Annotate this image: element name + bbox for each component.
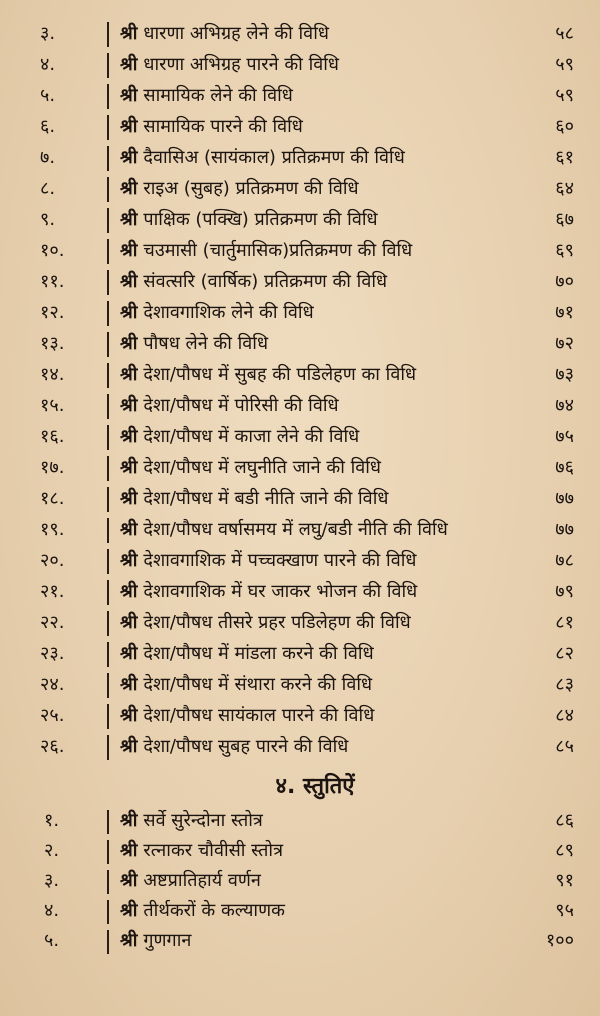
toc-row-title-text: देशावगाशिक लेने की विधि: [143, 302, 314, 323]
toc-row: [0, 235, 600, 266]
toc-row-title-text: देशा/पौषध तीसरे प्रहर पडिलेहण की विधि: [143, 612, 411, 633]
toc-row-title-text: देशा/पौषध वर्षासमय में लघु/बडी नीति की विधि: [143, 519, 448, 540]
toc-row-number: १७.: [40, 457, 65, 478]
toc-row-page-number: ८३: [555, 674, 574, 695]
toc-row-number: ८.: [40, 178, 56, 199]
toc-row-title: [120, 669, 540, 700]
toc-row-title-text: देशावगाशिक में पच्चक्खाण पारने की विधि: [143, 550, 417, 571]
toc-row-honorific: श्री: [120, 209, 138, 230]
toc-row-title-text: देशा/पौषध सायंकाल पारने की विधि: [143, 705, 375, 726]
column-divider: [107, 53, 109, 78]
toc-row-honorific: श्री: [120, 302, 138, 323]
toc-row-title: [120, 18, 540, 49]
toc-row: [0, 607, 600, 638]
toc-row-honorific: श्री: [120, 900, 138, 921]
toc-row-honorific: श्री: [120, 643, 138, 664]
toc-row-title: [120, 638, 540, 669]
toc-row-number: १९.: [40, 519, 65, 540]
toc-row-number: ६.: [40, 116, 56, 137]
toc-row-title: [120, 806, 540, 836]
toc-row: [0, 111, 600, 142]
toc-row-honorific: श्री: [120, 271, 138, 292]
toc-row: [0, 266, 600, 297]
toc-row-title-text: देशावगाशिक में घर जाकर भोजन की विधि: [143, 581, 418, 602]
toc-row-page-number: ७१: [555, 302, 574, 323]
toc-row-number: ४.: [40, 54, 56, 75]
toc-row-title-text: देशा/पौषध सुबह पारने की विधि: [143, 736, 349, 757]
toc-row-page-number: ६७: [555, 209, 574, 230]
column-divider: [107, 456, 109, 481]
toc-row-page-number: ८६: [555, 810, 574, 831]
toc-row-title: [120, 390, 540, 421]
toc-row-title: [120, 266, 540, 297]
toc-row-honorific: श्री: [120, 364, 138, 385]
toc-row-title-text: सामायिक पारने की विधि: [143, 116, 303, 137]
toc-row-title-text: देशा/पौषध में बडी नीति जाने की विधि: [143, 488, 389, 509]
column-divider: [107, 810, 109, 834]
toc-row-title-text: संवत्सरि (वार्षिक) प्रतिक्रमण की विधि: [143, 271, 388, 292]
toc-row-title: [120, 866, 540, 896]
toc-row-honorific: श्री: [120, 674, 138, 695]
toc-row: [0, 700, 600, 731]
toc-row-honorific: श्री: [120, 581, 138, 602]
toc-row-page-number: ७८: [555, 550, 574, 571]
toc-row-page-number: ६०: [555, 116, 574, 137]
column-divider: [107, 870, 109, 894]
toc-row-title: [120, 359, 540, 390]
toc-row-title-text: सर्वे सुरेन्दोना स्तोत्र: [143, 810, 263, 831]
toc-row: [0, 926, 600, 956]
toc-row-honorific: श्री: [120, 395, 138, 416]
toc-row-page-number: ६९: [555, 240, 574, 261]
toc-row-title-text: धारणा अभिग्रह पारने की विधि: [143, 54, 339, 75]
toc-row: [0, 836, 600, 866]
toc-row-title: [120, 111, 540, 142]
toc-row-title-text: धारणा अभिग्रह लेने की विधि: [143, 23, 329, 44]
column-divider: [107, 363, 109, 388]
toc-row-title-text: पाक्षिक (पक्खि) प्रतिक्रमण की विधि: [143, 209, 378, 230]
toc-row-title: [120, 421, 540, 452]
toc-row-page-number: ७४: [555, 395, 574, 416]
toc-row: [0, 80, 600, 111]
toc-row-title: [120, 896, 540, 926]
toc-row-title: [120, 204, 540, 235]
toc-row-page-number: १००: [545, 930, 574, 951]
toc-row-number: ३.: [40, 23, 56, 44]
column-divider: [107, 735, 109, 760]
toc-row-title: [120, 731, 540, 762]
toc-row-honorific: श्री: [120, 147, 138, 168]
toc-row-page-number: ८४: [555, 705, 574, 726]
toc-row-page-number: ५९: [555, 85, 574, 106]
toc-row-page-number: ७०: [555, 271, 574, 292]
toc-row-number: ११.: [40, 271, 65, 292]
toc-row-number: १५.: [40, 395, 65, 416]
toc-row: [0, 545, 600, 576]
toc-row-number: १४.: [40, 364, 65, 385]
toc-row-page-number: ७७: [555, 519, 574, 540]
toc-row-page-number: ७७: [555, 488, 574, 509]
toc-row-number: १.: [44, 810, 60, 831]
toc-row-title-text: पौषध लेने की विधि: [143, 333, 269, 354]
toc-row-title-text: देशा/पौषध में पोरिसी की विधि: [143, 395, 339, 416]
toc-row-title-text: अष्टप्रातिहार्य वर्णन: [143, 870, 261, 891]
toc-row-number: २१.: [40, 581, 65, 602]
toc-row: [0, 483, 600, 514]
toc-row-number: २६.: [40, 736, 65, 757]
column-divider: [107, 611, 109, 636]
toc-row-honorific: श्री: [120, 240, 138, 261]
toc-row-number: ५.: [40, 85, 56, 106]
toc-row-page-number: ७९: [555, 581, 574, 602]
toc-row-title-text: राइअ (सुबह) प्रतिक्रमण की विधि: [143, 178, 359, 199]
toc-row-page-number: ८५: [555, 736, 574, 757]
toc-row-title: [120, 49, 540, 80]
toc-row-honorific: श्री: [120, 426, 138, 447]
toc-row: [0, 669, 600, 700]
column-divider: [107, 22, 109, 47]
toc-row-number: २३.: [40, 643, 65, 664]
toc-row-title-text: सामायिक लेने की विधि: [143, 85, 293, 106]
column-divider: [107, 425, 109, 450]
column-divider: [107, 580, 109, 605]
toc-row-honorific: श्री: [120, 550, 138, 571]
toc-row-number: ४.: [44, 900, 60, 921]
toc-row: [0, 328, 600, 359]
toc-row-number: २.: [44, 840, 60, 861]
toc-row-title-text: रत्नाकर चौवीसी स्तोत्र: [143, 840, 284, 861]
toc-row: [0, 896, 600, 926]
toc-row-page-number: ८२: [555, 643, 574, 664]
toc-row-number: १६.: [40, 426, 65, 447]
toc-row: [0, 576, 600, 607]
toc-row-honorific: श्री: [120, 457, 138, 478]
column-divider: [107, 394, 109, 419]
toc-row-honorific: श्री: [120, 23, 138, 44]
toc-row-page-number: ८१: [555, 612, 574, 633]
toc-row-title: [120, 926, 540, 956]
toc-row: [0, 638, 600, 669]
column-divider: [107, 840, 109, 864]
toc-row-title-text: देशा/पौषध में लघुनीति जाने की विधि: [143, 457, 381, 478]
toc-row: [0, 49, 600, 80]
toc-row-honorific: श्री: [120, 116, 138, 137]
toc-row-honorific: श्री: [120, 54, 138, 75]
toc-row: [0, 142, 600, 173]
column-divider: [107, 518, 109, 543]
toc-row-title: [120, 235, 540, 266]
column-divider: [107, 332, 109, 357]
toc-row-title: [120, 483, 540, 514]
column-divider: [107, 208, 109, 233]
toc-row-page-number: ६४: [555, 178, 574, 199]
toc-row-number: १२.: [40, 302, 65, 323]
toc-row-number: २५.: [40, 705, 65, 726]
toc-row-title-text: देशा/पौषध में सुबह की पडिलेहण का विधि: [143, 364, 417, 385]
toc-row-number: ९.: [40, 209, 56, 230]
table-of-contents: [0, 18, 600, 956]
column-divider: [107, 301, 109, 326]
toc-row-page-number: ७३: [555, 364, 574, 385]
toc-row-number: ७.: [40, 147, 56, 168]
toc-row-title-text: तीर्थकरों के कल्याणक: [143, 900, 285, 921]
toc-row-honorific: श्री: [120, 488, 138, 509]
toc-row-honorific: श्री: [120, 705, 138, 726]
toc-row-title: [120, 576, 540, 607]
toc-row-honorific: श्री: [120, 519, 138, 540]
toc-row-number: ५.: [44, 930, 60, 951]
toc-row: [0, 173, 600, 204]
section-heading-stutiyan: ४. स्तुतिऐं: [275, 774, 355, 799]
column-divider: [107, 900, 109, 924]
toc-row: [0, 452, 600, 483]
toc-row: [0, 204, 600, 235]
toc-row-title-text: दैवासिअ (सायंकाल) प्रतिक्रमण की विधि: [143, 147, 405, 168]
toc-row-page-number: ५९: [555, 54, 574, 75]
toc-row-title-text: देशा/पौषध में काजा लेने की विधि: [143, 426, 360, 447]
column-divider: [107, 704, 109, 729]
toc-row-number: १३.: [40, 333, 65, 354]
toc-row-page-number: ७५: [555, 426, 574, 447]
toc-section-stutiyan: [0, 806, 600, 956]
toc-row-page-number: ७६: [555, 457, 574, 478]
toc-row-title: [120, 80, 540, 111]
toc-row: [0, 806, 600, 836]
toc-row-number: ३.: [44, 870, 60, 891]
toc-row-number: २०.: [40, 550, 65, 571]
toc-row-title: [120, 452, 540, 483]
toc-row: [0, 421, 600, 452]
toc-row-page-number: ९५: [555, 900, 574, 921]
toc-row-honorific: श्री: [120, 930, 138, 951]
toc-row-title: [120, 173, 540, 204]
toc-row-title: [120, 297, 540, 328]
toc-row-title-text: गुणगान: [143, 930, 192, 951]
toc-row-title: [120, 607, 540, 638]
toc-row-title: [120, 328, 540, 359]
column-divider: [107, 146, 109, 171]
toc-row: [0, 514, 600, 545]
toc-row-honorific: श्री: [120, 178, 138, 199]
toc-row-title-text: चउमासी (चार्तुमासिक)प्रतिक्रमण की विधि: [143, 240, 413, 261]
toc-row-number: १८.: [40, 488, 65, 509]
toc-row-honorific: श्री: [120, 85, 138, 106]
toc-row-honorific: श्री: [120, 333, 138, 354]
toc-row-honorific: श्री: [120, 612, 138, 633]
toc-row-title: [120, 514, 540, 545]
toc-row: [0, 18, 600, 49]
column-divider: [107, 270, 109, 295]
toc-row-page-number: ९१: [555, 870, 574, 891]
toc-row-page-number: ८९: [555, 840, 574, 861]
toc-row-honorific: श्री: [120, 810, 138, 831]
toc-row: [0, 390, 600, 421]
toc-row-page-number: ५८: [555, 23, 574, 44]
column-divider: [107, 673, 109, 698]
toc-row: [0, 359, 600, 390]
toc-row-honorific: श्री: [120, 870, 138, 891]
toc-row-title: [120, 700, 540, 731]
toc-row-number: २४.: [40, 674, 65, 695]
toc-row-number: १०.: [40, 240, 65, 261]
column-divider: [107, 177, 109, 202]
toc-section-rituals: [0, 18, 600, 762]
column-divider: [107, 487, 109, 512]
toc-row-title-text: देशा/पौषध में संथारा करने की विधि: [143, 674, 373, 695]
toc-row-title-text: देशा/पौषध में मांडला करने की विधि: [143, 643, 374, 664]
toc-row: [0, 297, 600, 328]
toc-row: [0, 731, 600, 762]
column-divider: [107, 642, 109, 667]
toc-row-number: २२.: [40, 612, 65, 633]
toc-row: [0, 866, 600, 896]
toc-row-title: [120, 545, 540, 576]
toc-row-honorific: श्री: [120, 840, 138, 861]
toc-row-title: [120, 142, 540, 173]
column-divider: [107, 115, 109, 140]
toc-row-page-number: ७२: [555, 333, 574, 354]
toc-row-title: [120, 836, 540, 866]
column-divider: [107, 84, 109, 109]
toc-row-page-number: ६१: [555, 147, 574, 168]
column-divider: [107, 930, 109, 954]
toc-row-honorific: श्री: [120, 736, 138, 757]
column-divider: [107, 549, 109, 574]
column-divider: [107, 239, 109, 264]
